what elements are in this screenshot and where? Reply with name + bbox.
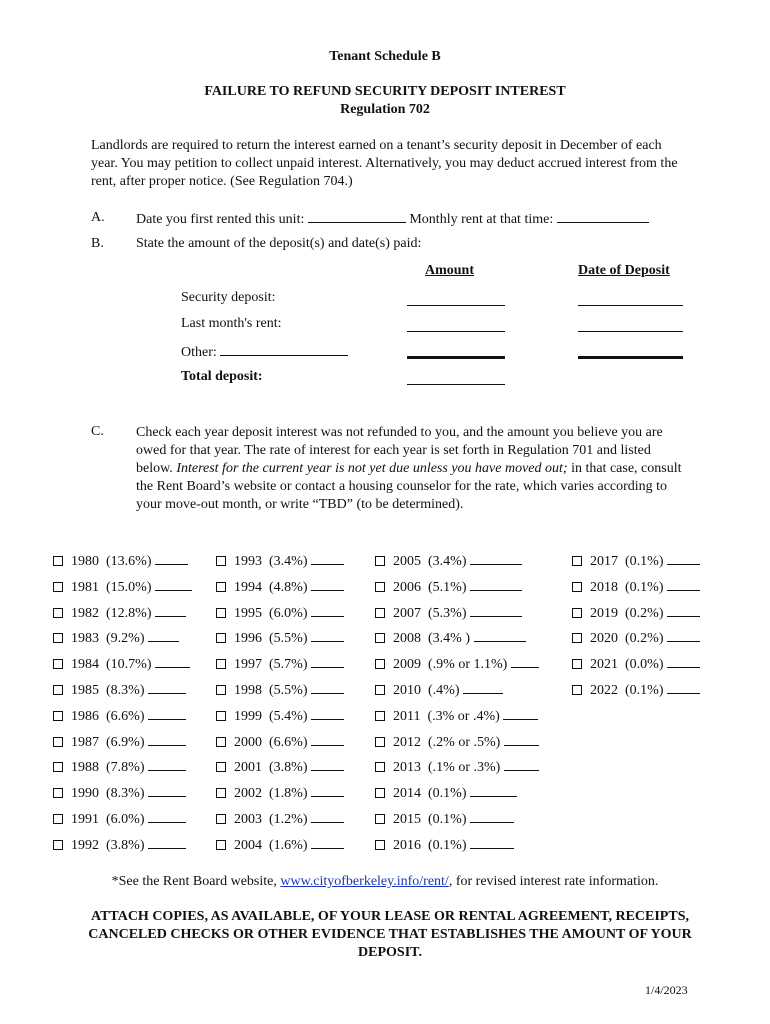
year-checkbox[interactable] [216,711,226,721]
year-checkbox[interactable] [375,788,385,798]
rent-board-link[interactable]: www.cityofberkeley.info/rent/ [280,874,449,889]
year-rate-label: 2021 (0.0%) [590,657,667,673]
year-checkbox[interactable] [53,711,63,721]
year-rate-label: 1980 (13.6%) [71,554,155,569]
year-rate-label: 1981 (15.0%) [71,579,155,595]
year-checkbox[interactable] [53,685,63,695]
year-amount-field[interactable] [470,810,514,823]
year-rate-label: 2007 (5.3%) [393,605,470,621]
amount-column-header: Amount [425,263,475,278]
year-item [53,681,186,699]
year-item [216,655,344,673]
year-rate-label: 2018 (0.1%) [590,579,667,595]
year-rate-label: 2006 (5.1%) [393,579,470,595]
year-checkbox[interactable] [572,582,582,592]
year-amount-field[interactable] [155,552,188,565]
year-amount-field[interactable] [155,578,192,591]
year-rate-label: 1982 (12.8%) [71,605,155,621]
year-rate-label: 2017 (0.1%) [590,554,667,569]
year-item [53,784,186,802]
security-deposit-amount-field[interactable] [407,305,505,306]
year-item [53,604,186,622]
year-amount-field[interactable] [470,552,522,565]
year-checkbox[interactable] [216,659,226,669]
year-checkbox[interactable] [572,556,582,566]
main-title: FAILURE TO REFUND SECURITY DEPOSIT INTEREST [204,84,566,99]
year-rate-label: 2010 (.4%) [393,683,463,698]
year-checkbox[interactable] [375,608,385,618]
year-rate-label: 1998 (5.5%) [234,683,311,698]
year-amount-field[interactable] [155,655,190,668]
year-item [572,655,700,673]
year-item [375,552,522,570]
year-rate-label: 2015 (0.1%) [393,812,470,827]
year-checkbox[interactable] [375,711,385,721]
year-amount-field[interactable] [463,681,503,694]
date-rented-label: Date you first rented this unit: [136,212,305,227]
year-amount-field[interactable] [511,655,539,668]
year-item [375,758,539,776]
year-rate-label: 2013 (.1% or .3%) [393,760,504,776]
year-amount-field[interactable] [474,629,526,642]
year-checkbox[interactable] [375,840,385,850]
year-rate-label: 2019 (0.2%) [590,605,667,621]
year-amount-field[interactable] [311,552,344,565]
footnote-text-end: , for revised interest rate information. [448,874,659,889]
year-checkbox[interactable] [53,737,63,747]
other-deposit-row [181,343,348,361]
year-rate-label: 2008 (3.4% ) [393,631,474,647]
year-rate-label: 1996 (5.5%) [234,631,311,647]
year-item [216,758,344,776]
year-checkbox[interactable] [572,659,582,669]
year-amount-field[interactable] [311,733,344,746]
monthly-rent-field[interactable] [557,210,649,223]
year-amount-field[interactable] [311,784,344,797]
section-c-letter: C. [91,424,104,439]
year-item [216,552,344,570]
year-amount-field[interactable] [148,629,179,642]
year-checkbox[interactable] [572,633,582,643]
year-rate-label: 2005 (3.4%) [393,554,470,569]
year-checkbox[interactable] [375,737,385,747]
year-checkbox[interactable] [375,762,385,772]
year-checkbox[interactable] [216,633,226,643]
year-amount-field[interactable] [470,836,514,849]
year-amount-field[interactable] [148,733,186,746]
year-rate-label: 1992 (3.8%) [71,837,148,853]
year-checkbox[interactable] [53,788,63,798]
year-rate-label: 1997 (5.7%) [234,657,311,673]
year-item [375,604,522,622]
year-amount-field[interactable] [148,836,186,849]
last-month-rent-amount-field[interactable] [407,331,505,332]
year-checkbox[interactable] [216,685,226,695]
date-column-header: Date of Deposit [578,263,670,278]
year-checkbox[interactable] [53,762,63,772]
year-rate-label: 2016 (0.1%) [393,837,470,853]
year-checkbox[interactable] [375,685,385,695]
year-item [375,578,522,596]
year-amount-field[interactable] [504,758,539,771]
year-amount-field[interactable] [311,810,344,823]
year-checkbox[interactable] [375,633,385,643]
total-deposit-amount-field[interactable] [407,384,505,385]
year-rate-label: 2003 (1.2%) [234,812,311,827]
year-checkbox[interactable] [216,582,226,592]
year-amount-field[interactable] [667,681,700,694]
year-rate-label: 2004 (1.6%) [234,837,311,853]
year-checkbox[interactable] [53,608,63,618]
year-amount-field[interactable] [667,655,700,668]
year-amount-field[interactable] [504,733,539,746]
year-rate-label: 2012 (.2% or .5%) [393,734,504,750]
year-checkbox[interactable] [572,608,582,618]
year-amount-field[interactable] [503,707,538,720]
year-amount-field[interactable] [667,629,700,642]
year-item [216,810,344,828]
year-checkbox[interactable] [53,582,63,592]
other-deposit-description-field[interactable] [220,343,348,356]
section-c-text-intro: Check each year deposit interest was not refunded to you, and the amount you believe you are owed for that year. The rate of interest for each year is set forth in Regulation 701 and listed below. [136,425,663,476]
year-item [375,784,517,802]
year-item [53,836,186,854]
regulation-ref: Regulation 702 [340,102,430,117]
year-amount-field[interactable] [311,836,344,849]
year-checkbox[interactable] [53,633,63,643]
year-checkbox[interactable] [375,582,385,592]
year-amount-field[interactable] [311,758,344,771]
year-amount-field[interactable] [667,604,700,617]
year-item [375,836,514,854]
last-month-rent-label: Last month's rent: [181,316,282,331]
other-deposit-amount-field[interactable] [407,356,505,359]
year-checkbox[interactable] [375,556,385,566]
year-item [53,810,186,828]
year-rate-label: 2011 (.3% or .4%) [393,708,504,724]
year-rate-label: 2020 (0.2%) [590,631,667,647]
year-amount-field[interactable] [667,552,700,565]
year-amount-field[interactable] [148,784,186,797]
year-item [53,758,186,776]
year-item [375,810,514,828]
year-rate-label: 1985 (8.3%) [71,683,148,698]
year-rate-label: 1984 (10.7%) [71,657,155,673]
section-c-text-italic: Interest for the current year is not yet due unless you have moved out; [176,461,568,476]
date-rented-field[interactable] [308,210,406,223]
other-deposit-label: Other: [181,345,217,360]
year-item [216,629,344,647]
year-item [572,604,700,622]
year-rate-label: 2002 (1.8%) [234,786,311,802]
year-rate-label: 1983 (9.2%) [71,631,148,647]
year-rate-label: 1993 (3.4%) [234,554,311,569]
year-checkbox[interactable] [572,685,582,695]
other-deposit-date-field[interactable] [578,356,683,359]
year-amount-field[interactable] [311,681,344,694]
year-amount-field[interactable] [470,578,522,591]
year-item [572,552,700,570]
section-c-text-outro: in that case, consult the Rent Board’s website or contact a housing counselor for the rate, which varies according to your move-out month, or write “TBD” (to be determined). [136,461,682,512]
year-item [216,784,344,802]
year-amount-field[interactable] [311,707,344,720]
section-b-text: State the amount of the deposit(s) and date(s) paid: [136,236,422,251]
year-item [53,552,188,570]
year-amount-field[interactable] [155,604,186,617]
year-item [216,733,344,751]
year-item [53,655,190,673]
year-item [216,578,344,596]
year-rate-label: 2000 (6.6%) [234,734,311,750]
year-item [572,629,700,647]
footnote [0,874,770,890]
year-rate-label: 1999 (5.4%) [234,708,311,724]
year-checkbox[interactable] [53,840,63,850]
year-amount-field[interactable] [311,578,344,591]
year-amount-field[interactable] [148,810,186,823]
schedule-title: Tenant Schedule B [329,49,441,64]
year-checkbox[interactable] [216,556,226,566]
year-rate-label: 1994 (4.8%) [234,579,311,595]
year-amount-field[interactable] [311,604,344,617]
year-item [216,707,344,725]
security-deposit-date-field[interactable] [578,305,683,306]
year-amount-field[interactable] [311,629,344,642]
year-item [216,681,344,699]
year-checkbox[interactable] [216,840,226,850]
year-rate-label: 1995 (6.0%) [234,605,311,621]
year-item [375,655,539,673]
year-checkbox[interactable] [216,737,226,747]
year-item [53,707,186,725]
section-a-letter: A. [91,210,105,225]
year-amount-field[interactable] [311,655,344,668]
last-month-rent-date-field[interactable] [578,331,683,332]
year-item [53,578,192,596]
year-checkbox[interactable] [53,814,63,824]
year-rate-label: 2009 (.9% or 1.1%) [393,657,511,673]
section-a-row [136,210,649,228]
section-b-letter: B. [91,236,104,251]
year-rate-label: 1991 (6.0%) [71,812,148,827]
year-rate-label: 2014 (0.1%) [393,786,470,802]
monthly-rent-label: Monthly rent at that time: [409,212,554,227]
section-c-paragraph [136,424,691,514]
year-checkbox[interactable] [216,788,226,798]
year-rate-label: 2022 (0.1%) [590,683,667,698]
year-item [572,578,700,596]
year-checkbox[interactable] [216,762,226,772]
footnote-text: *See the Rent Board website, [111,874,281,889]
year-item [375,733,539,751]
total-deposit-label: Total deposit: [181,369,263,384]
year-item [375,681,503,699]
year-item [53,629,179,647]
year-amount-field[interactable] [470,604,522,617]
year-amount-field[interactable] [148,681,186,694]
year-item [53,733,186,751]
year-checkbox[interactable] [53,556,63,566]
intro-paragraph: Landlords are required to return the interest earned on a tenant’s security deposit in December of each year. You may petition to collect unpaid interest. Alternatively, you may deduct accrued interest from the rent, after proper notice. (See Regulation 704.) [91,138,678,189]
year-rate-label: 1987 (6.9%) [71,734,148,750]
year-rate-label: 2001 (3.8%) [234,760,311,776]
year-item [216,836,344,854]
year-checkbox[interactable] [216,814,226,824]
year-checkbox[interactable] [375,659,385,669]
year-amount-field[interactable] [148,758,186,771]
year-checkbox[interactable] [375,814,385,824]
form-date: 1/4/2023 [645,983,688,997]
year-amount-field[interactable] [470,784,517,797]
year-item [572,681,700,699]
attach-notice: ATTACH COPIES, AS AVAILABLE, OF YOUR LEASE OR RENTAL AGREEMENT, RECEIPTS, CANCELED CHECKS OR OTHER EVIDENCE THAT ESTABLISHES THE AMOUNT OF YOUR DEPOSIT. [88,909,692,960]
year-checkbox[interactable] [216,608,226,618]
year-rate-label: 1986 (6.6%) [71,708,148,724]
year-rate-label: 1988 (7.8%) [71,760,148,776]
year-amount-field[interactable] [148,707,186,720]
year-amount-field[interactable] [667,578,700,591]
security-deposit-label: Security deposit: [181,290,276,305]
year-item [375,629,526,647]
year-checkbox[interactable] [53,659,63,669]
year-item [216,604,344,622]
year-item [375,707,538,725]
year-rate-label: 1990 (8.3%) [71,786,148,802]
